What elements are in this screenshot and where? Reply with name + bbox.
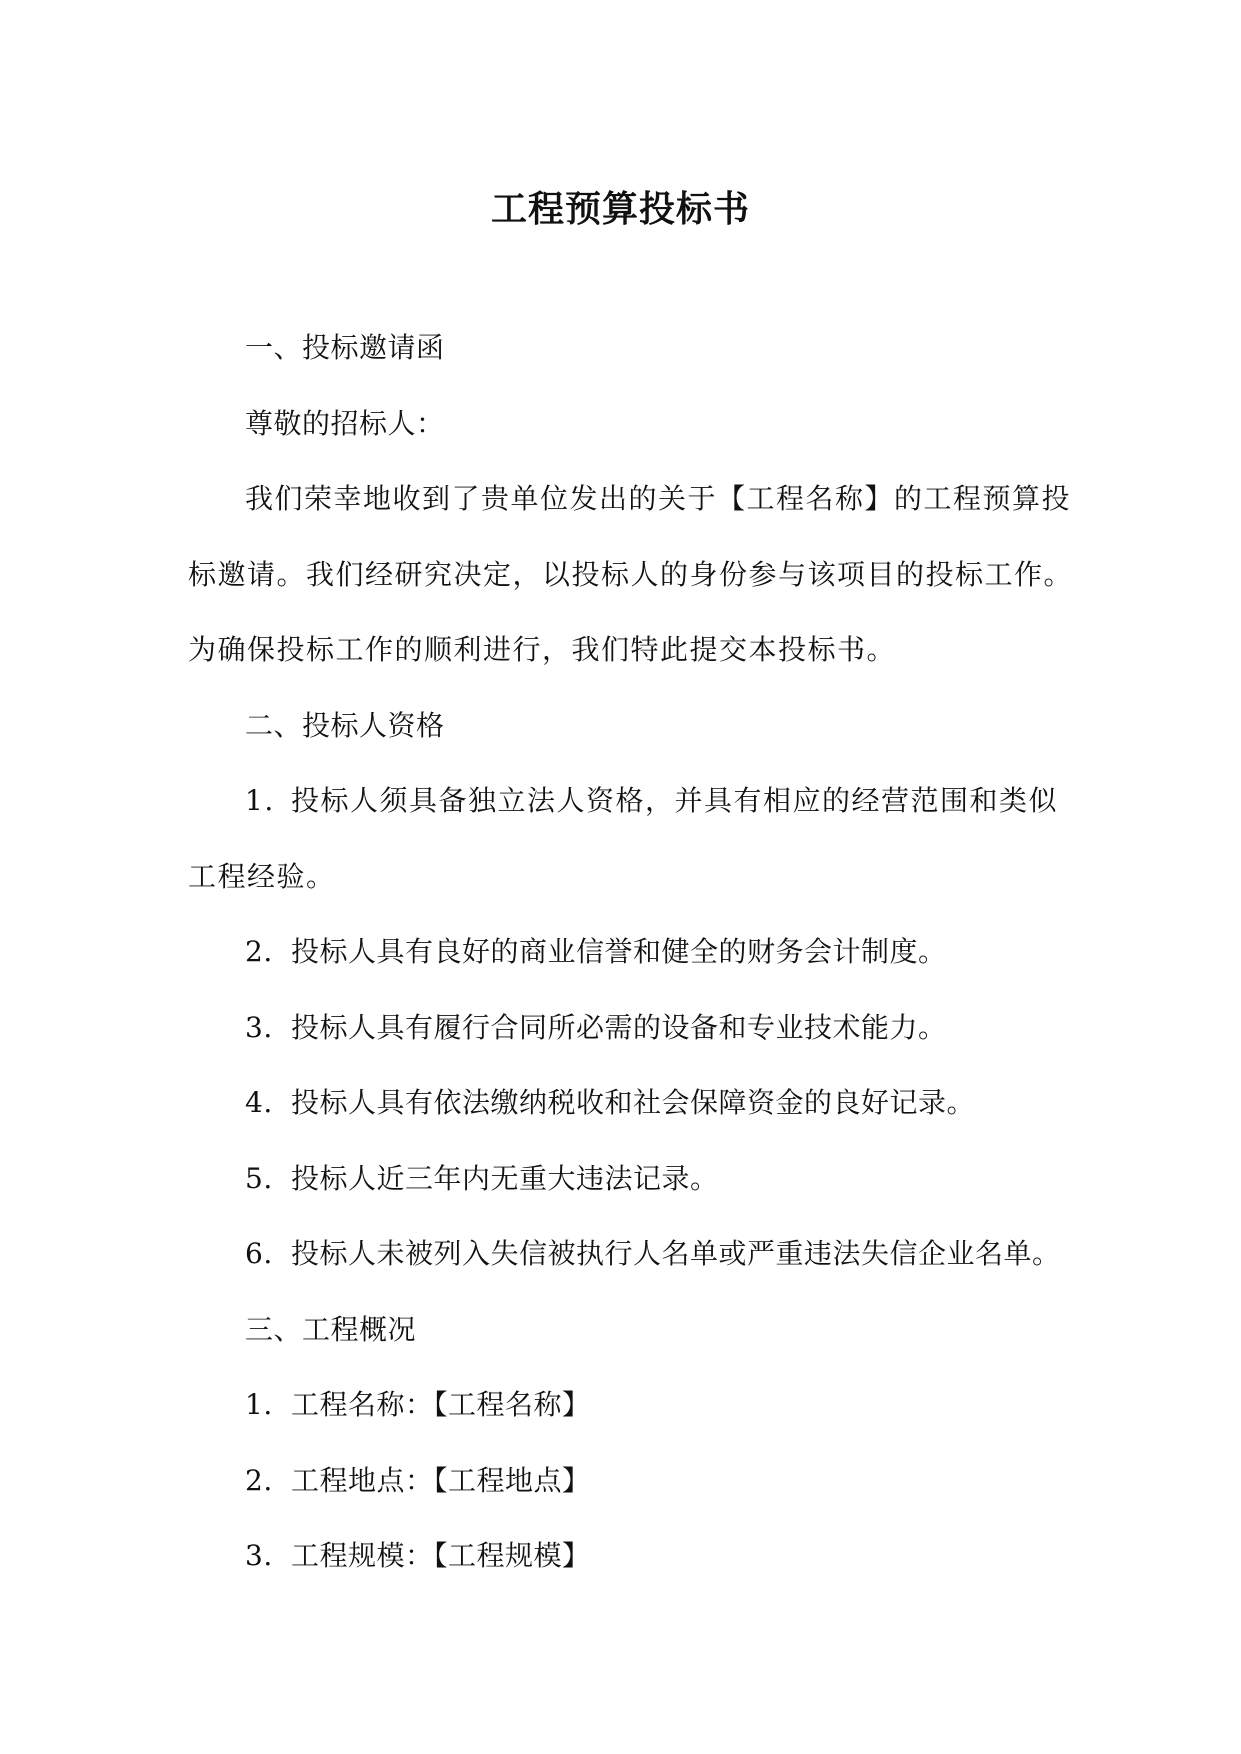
item-text: 投标人具有良好的商业信誉和健全的财务会计制度。 (291, 935, 947, 968)
document-title: 工程预算投标书 (490, 188, 750, 230)
paragraph-line: 为确保投标工作的顺利进行，我们特此提交本投标书。 (188, 633, 897, 666)
item-text: 投标人具有履行合同所必需的设备和专业技术能力。 (291, 1010, 947, 1044)
item-number: 3. (245, 1010, 273, 1044)
qualification-item (188, 1216, 1063, 1292)
item-number: 2. (245, 935, 273, 968)
item-number: 5. (245, 1161, 273, 1195)
overview-item (188, 1443, 1063, 1519)
item-text: 投标人未被列入失信被执行人名单或严重违法失信企业名单。 (291, 1237, 1061, 1270)
item-text: 投标人具有依法缴纳税收和社会保障资金的良好记录。 (291, 1086, 976, 1119)
qualification-item (188, 1065, 1063, 1141)
paragraph-line: 我们荣幸地收到了贵单位发出的关于【工程名称】的工程预算投 (245, 482, 1072, 515)
overview-item (188, 1367, 1063, 1443)
item-number: 3. (245, 1539, 273, 1572)
item-number: 1. (245, 784, 275, 817)
item-text: 投标人近三年内无重大违法记录。 (291, 1161, 719, 1195)
qualification-item (188, 1141, 1063, 1217)
item-text: 工程名称：【工程名称】 (291, 1388, 591, 1421)
qualification-item (188, 763, 1063, 914)
document-body (188, 310, 1074, 1594)
section-heading-qualifications: 二、投标人资格 (245, 708, 445, 742)
qualification-item (188, 990, 1063, 1066)
paragraph-line: 标邀请。我们经研究决定，以投标人的身份参与该项目的投标工作。 (188, 557, 1074, 591)
item-number: 4. (245, 1086, 273, 1119)
item-number: 2. (245, 1463, 273, 1497)
qualification-item (188, 914, 1063, 990)
item-text: 投标人须具备独立法人资格，并具有相应的经营范围和类似 (291, 784, 1059, 817)
item-number: 6. (245, 1237, 273, 1270)
section-heading-project-overview: 三、工程概况 (245, 1312, 417, 1346)
item-number: 1. (245, 1388, 273, 1421)
salutation: 尊敬的招标人： (245, 406, 445, 440)
section-heading-invitation: 一、投标邀请函 (245, 331, 445, 364)
item-text-continued: 工程经验。 (188, 859, 336, 893)
overview-item (188, 1518, 1063, 1594)
item-text: 工程地点：【工程地点】 (291, 1463, 591, 1497)
item-text: 工程规模：【工程规模】 (291, 1539, 591, 1572)
invitation-paragraph (188, 461, 1074, 688)
